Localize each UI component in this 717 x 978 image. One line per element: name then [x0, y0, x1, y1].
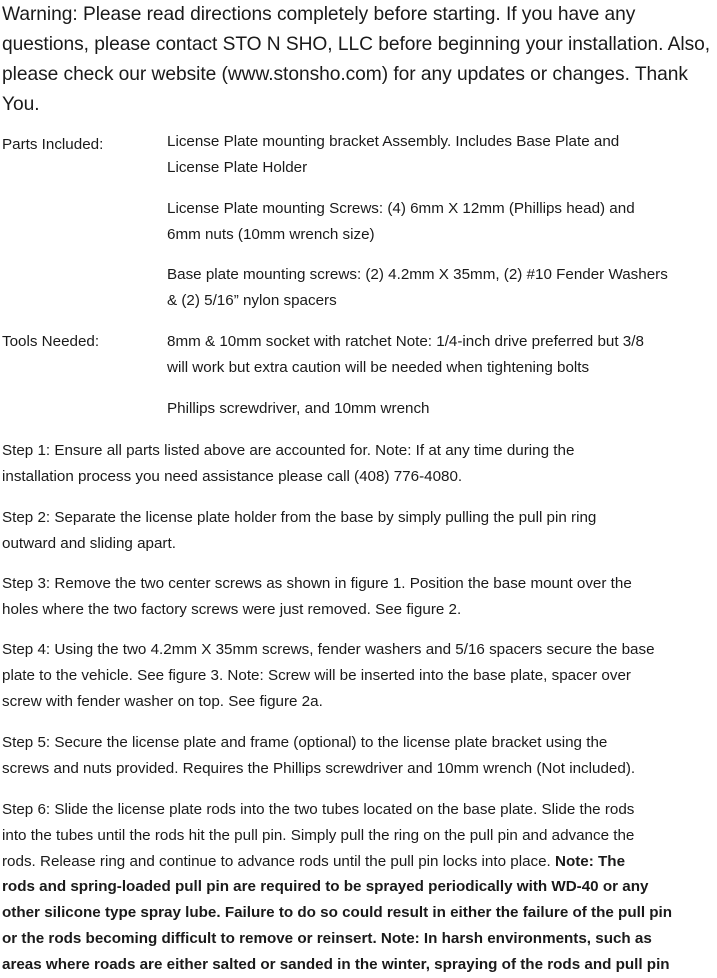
- step-line: Step 2: Separate the license plate holder from the base by simply pulling the pull pin ring: [2, 509, 597, 526]
- step-line: screws and nuts provided. Requires the Phillips screwdriver and 10mm wrench (Not included).: [2, 759, 636, 777]
- tools-item-line: will work but extra caution will be needed when tightening bolts: [167, 359, 590, 376]
- warning-line: Warning: Please read directions completely before starting. If you have any: [2, 4, 636, 25]
- step-line: into the tubes until the rods hit the pull pin. Simply pull the ring on the pull pin and advance the: [2, 826, 635, 844]
- warning-line: questions, please contact STO N SHO, LLC before beginning your installation. Also,: [2, 34, 711, 56]
- tools-item: [167, 329, 715, 381]
- step-line: outward and sliding apart.: [2, 534, 176, 552]
- step-line: Step 4: Using the two 4.2mm X 35mm screws, fender washers and 5/16 spacers secure the base: [2, 641, 655, 658]
- parts-item-line: License Plate mounting Screws: (4) 6mm X 12mm (Phillips head) and: [167, 200, 635, 217]
- step-line: Step 1: Ensure all parts listed above are accounted for. Note: If at any time during the: [2, 442, 575, 459]
- step-1: [2, 438, 715, 490]
- parts-item-line: License Plate mounting bracket Assembly. Includes Base Plate and: [167, 133, 620, 150]
- step-line: Step 3: Remove the two center screws as shown in figure 1. Position the base mount over the: [2, 575, 632, 592]
- warning-paragraph: [2, 0, 714, 120]
- step-line: Step 5: Secure the license plate and frame (optional) to the license plate bracket using the: [2, 734, 608, 751]
- warning-line: You.: [2, 94, 40, 116]
- step-line: installation process you need assistance please call (408) 776-4080.: [2, 467, 463, 485]
- step-2: [2, 505, 715, 557]
- step-6: [2, 797, 715, 978]
- step-4: [2, 637, 715, 714]
- step-line-text: rods. Release ring and continue to advance rods until the pull pin locks into place.: [2, 852, 555, 870]
- warning-line: please check our website (www.stonsho.com) for any updates or changes. Thank: [2, 64, 688, 86]
- parts-item: [167, 129, 715, 181]
- parts-included-label: Parts Included:: [2, 136, 104, 153]
- step-line: [2, 849, 715, 875]
- tools-item: [167, 396, 715, 422]
- tools-item-line: 8mm & 10mm socket with ratchet Note: 1/4-inch drive preferred but 3/8: [167, 333, 644, 350]
- step-line: screw with fender washer on top. See figure 2a.: [2, 692, 323, 710]
- step-note-line: or the rods becoming difficult to remove or reinsert. Note: In harsh environments, such as: [2, 929, 652, 947]
- parts-item-line: Base plate mounting screws: (2) 4.2mm X 35mm, (2) #10 Fender Washers: [167, 266, 668, 283]
- step-note-line: rods and spring-loaded pull pin are required to be sprayed periodically with WD-40 or any: [2, 878, 649, 896]
- tools-item-line: Phillips screwdriver, and 10mm wrench: [167, 400, 430, 417]
- parts-item: [167, 196, 715, 248]
- parts-item-line: License Plate Holder: [167, 159, 308, 176]
- tools-needed-label: Tools Needed:: [2, 333, 100, 350]
- step-note-bold: Note: The: [555, 852, 626, 870]
- step-line: holes where the two factory screws were just removed. See figure 2.: [2, 600, 462, 618]
- step-note-line: areas where roads are either salted or sanded in the winter, spraying of the rods and pull pin: [2, 955, 670, 973]
- step-line: Step 6: Slide the license plate rods into the two tubes located on the base plate. Slide the rods: [2, 801, 635, 818]
- parts-item-line: 6mm nuts (10mm wrench size): [167, 226, 375, 243]
- step-5: [2, 730, 715, 782]
- parts-item-line: & (2) 5/16” nylon spacers: [167, 292, 337, 309]
- step-3: [2, 571, 715, 623]
- step-line: plate to the vehicle. See figure 3. Note: Screw will be inserted into the base plate, spacer over: [2, 666, 631, 684]
- parts-item: [167, 262, 715, 314]
- step-note-line: other silicone type spray lube. Failure to do so could result in either the failure of the pull pin: [2, 904, 673, 922]
